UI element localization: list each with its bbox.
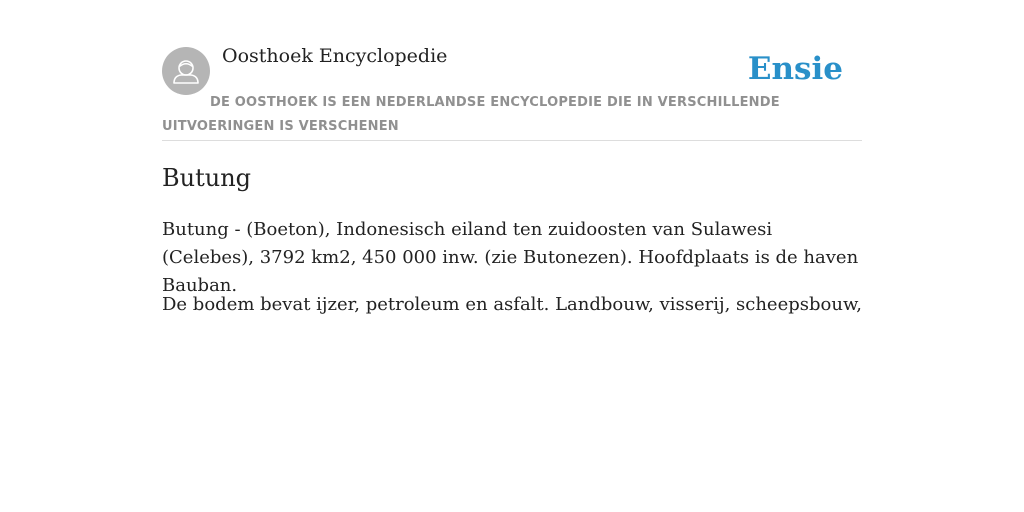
article-paragraph: De bodem bevat ijzer, petroleum en asfalt. Landbouw, visserij, scheepsbouw, bbox=[162, 294, 862, 315]
article bbox=[162, 160, 862, 315]
source-avatar[interactable] bbox=[162, 47, 210, 95]
user-avatar-icon bbox=[162, 47, 210, 95]
source-tagline: DE OOSTHOEK IS EEN NEDERLANDSE ENCYCLOPEDIE DIE IN VERSCHILLENDE UITVOERINGEN IS VERSCHENEN bbox=[162, 95, 780, 134]
source-header bbox=[162, 40, 862, 141]
article-paragraph: Butung - (Boeton), Indonesisch eiland ten zuidoosten van Sulawesi (Celebes), 3792 km2, 450 000 inw. (zie Butonezen). Hoofdplaats is de haven Bauban. bbox=[162, 219, 859, 296]
article-title: Butung bbox=[162, 164, 252, 192]
source-name-link[interactable]: Oosthoek Encyclopedie bbox=[222, 45, 448, 67]
ensie-logo[interactable]: Ensie bbox=[747, 51, 843, 87]
